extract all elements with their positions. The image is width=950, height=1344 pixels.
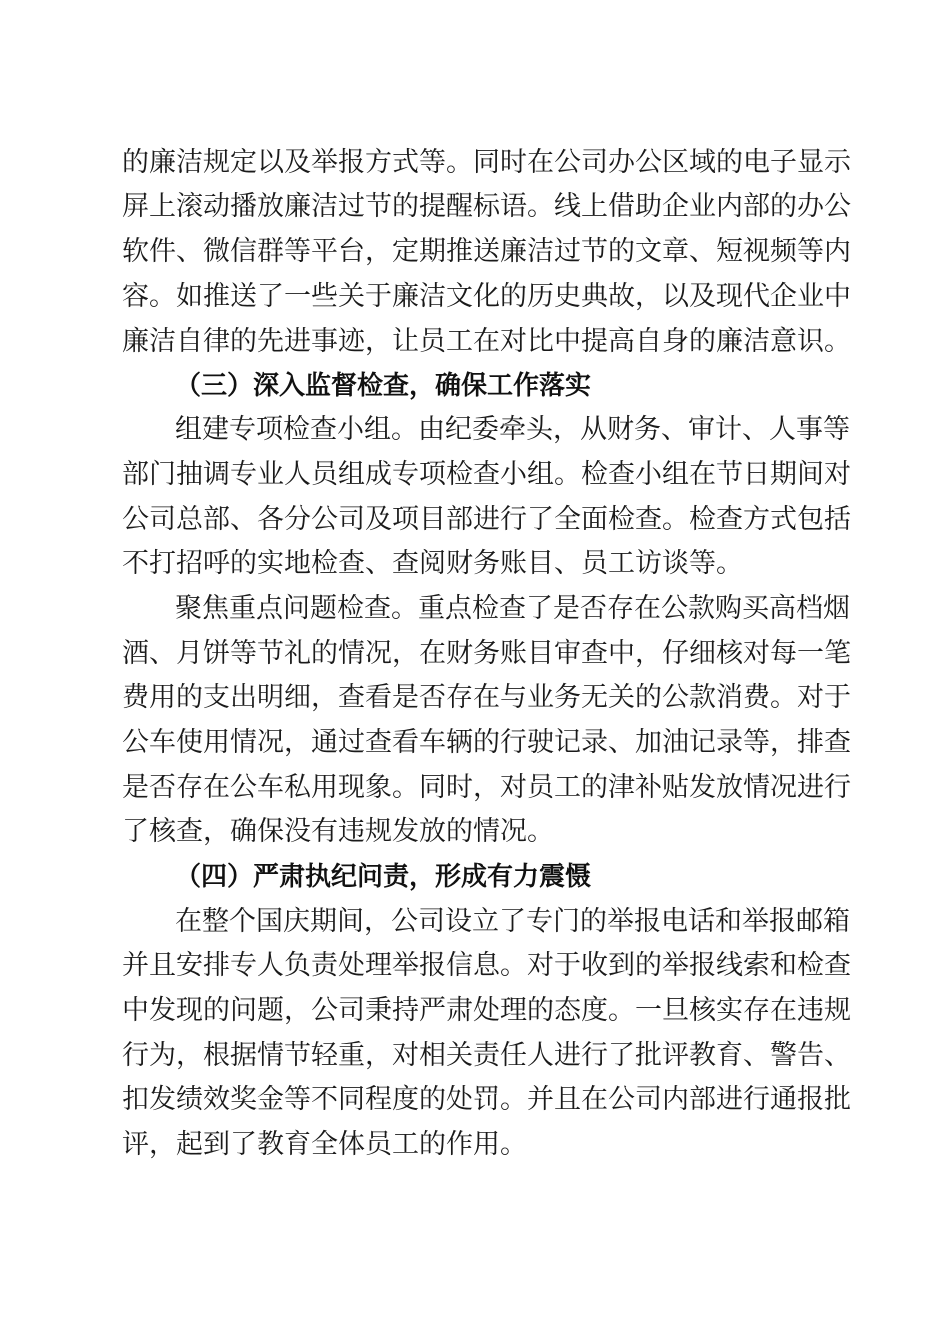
section-heading: （三）深入监督检查，确保工作落实 — [175, 371, 592, 401]
paragraph-line: 并且安排专人负责处理举报信息。对于收到的举报线索和检查 — [122, 950, 851, 981]
paragraph-line: 部门抽调专业人员组成专项检查小组。检查小组在节日期间对 — [122, 459, 851, 490]
paragraph-line: 聚焦重点问题检查。重点检查了是否存在公款购买高档烟 — [175, 593, 850, 624]
section-heading: （四）严肃执纪问责，形成有力震慑 — [175, 862, 592, 892]
paragraph-line: 行为，根据情节轻重，对相关责任人进行了批评教育、警告、 — [122, 1040, 851, 1071]
paragraph-line: 了核查，确保没有违规发放的情况。 — [122, 816, 554, 847]
paragraph-line: 酒、月饼等节礼的情况，在财务账目审查中，仔细核对每一笔 — [122, 638, 851, 669]
paragraph-line: 屏上滚动播放廉洁过节的提醒标语。线上借助企业内部的办公 — [122, 191, 851, 222]
paragraph-line: 中发现的问题，公司秉持严肃处理的态度。一旦核实存在违规 — [122, 995, 851, 1026]
paragraph-line: 公车使用情况，通过查看车辆的行驶记录、加油记录等，排查 — [122, 727, 851, 758]
paragraph-line: 组建专项检查小组。由纪委牵头，从财务、审计、人事等 — [175, 414, 850, 445]
paragraph-line: 容。如推送了一些关于廉洁文化的历史典故，以及现代企业中 — [122, 281, 851, 312]
paragraph-line: 是否存在公车私用现象。同时，对员工的津补贴发放情况进行 — [122, 772, 851, 803]
paragraph-line: 公司总部、各分公司及项目部进行了全面检查。检查方式包括 — [122, 504, 851, 535]
paragraph-line: 不打招呼的实地检查、查阅财务账目、员工访谈等。 — [122, 548, 743, 579]
paragraph-line: 在整个国庆期间，公司设立了专门的举报电话和举报邮箱 — [175, 906, 850, 937]
paragraph-line: 扣发绩效奖金等不同程度的处罚。并且在公司内部进行通报批 — [122, 1084, 851, 1115]
paragraph-line: 的廉洁规定以及举报方式等。同时在公司办公区域的电子显示 — [122, 147, 851, 178]
paragraph-line: 廉洁自律的先进事迹，让员工在对比中提高自身的廉洁意识。 — [122, 326, 851, 357]
paragraph-line: 软件、微信群等平台，定期推送廉洁过节的文章、短视频等内 — [122, 236, 851, 267]
paragraph-line: 费用的支出明细，查看是否存在与业务无关的公款消费。对于 — [122, 682, 851, 713]
paragraph-line: 评，起到了教育全体员工的作用。 — [122, 1129, 527, 1160]
